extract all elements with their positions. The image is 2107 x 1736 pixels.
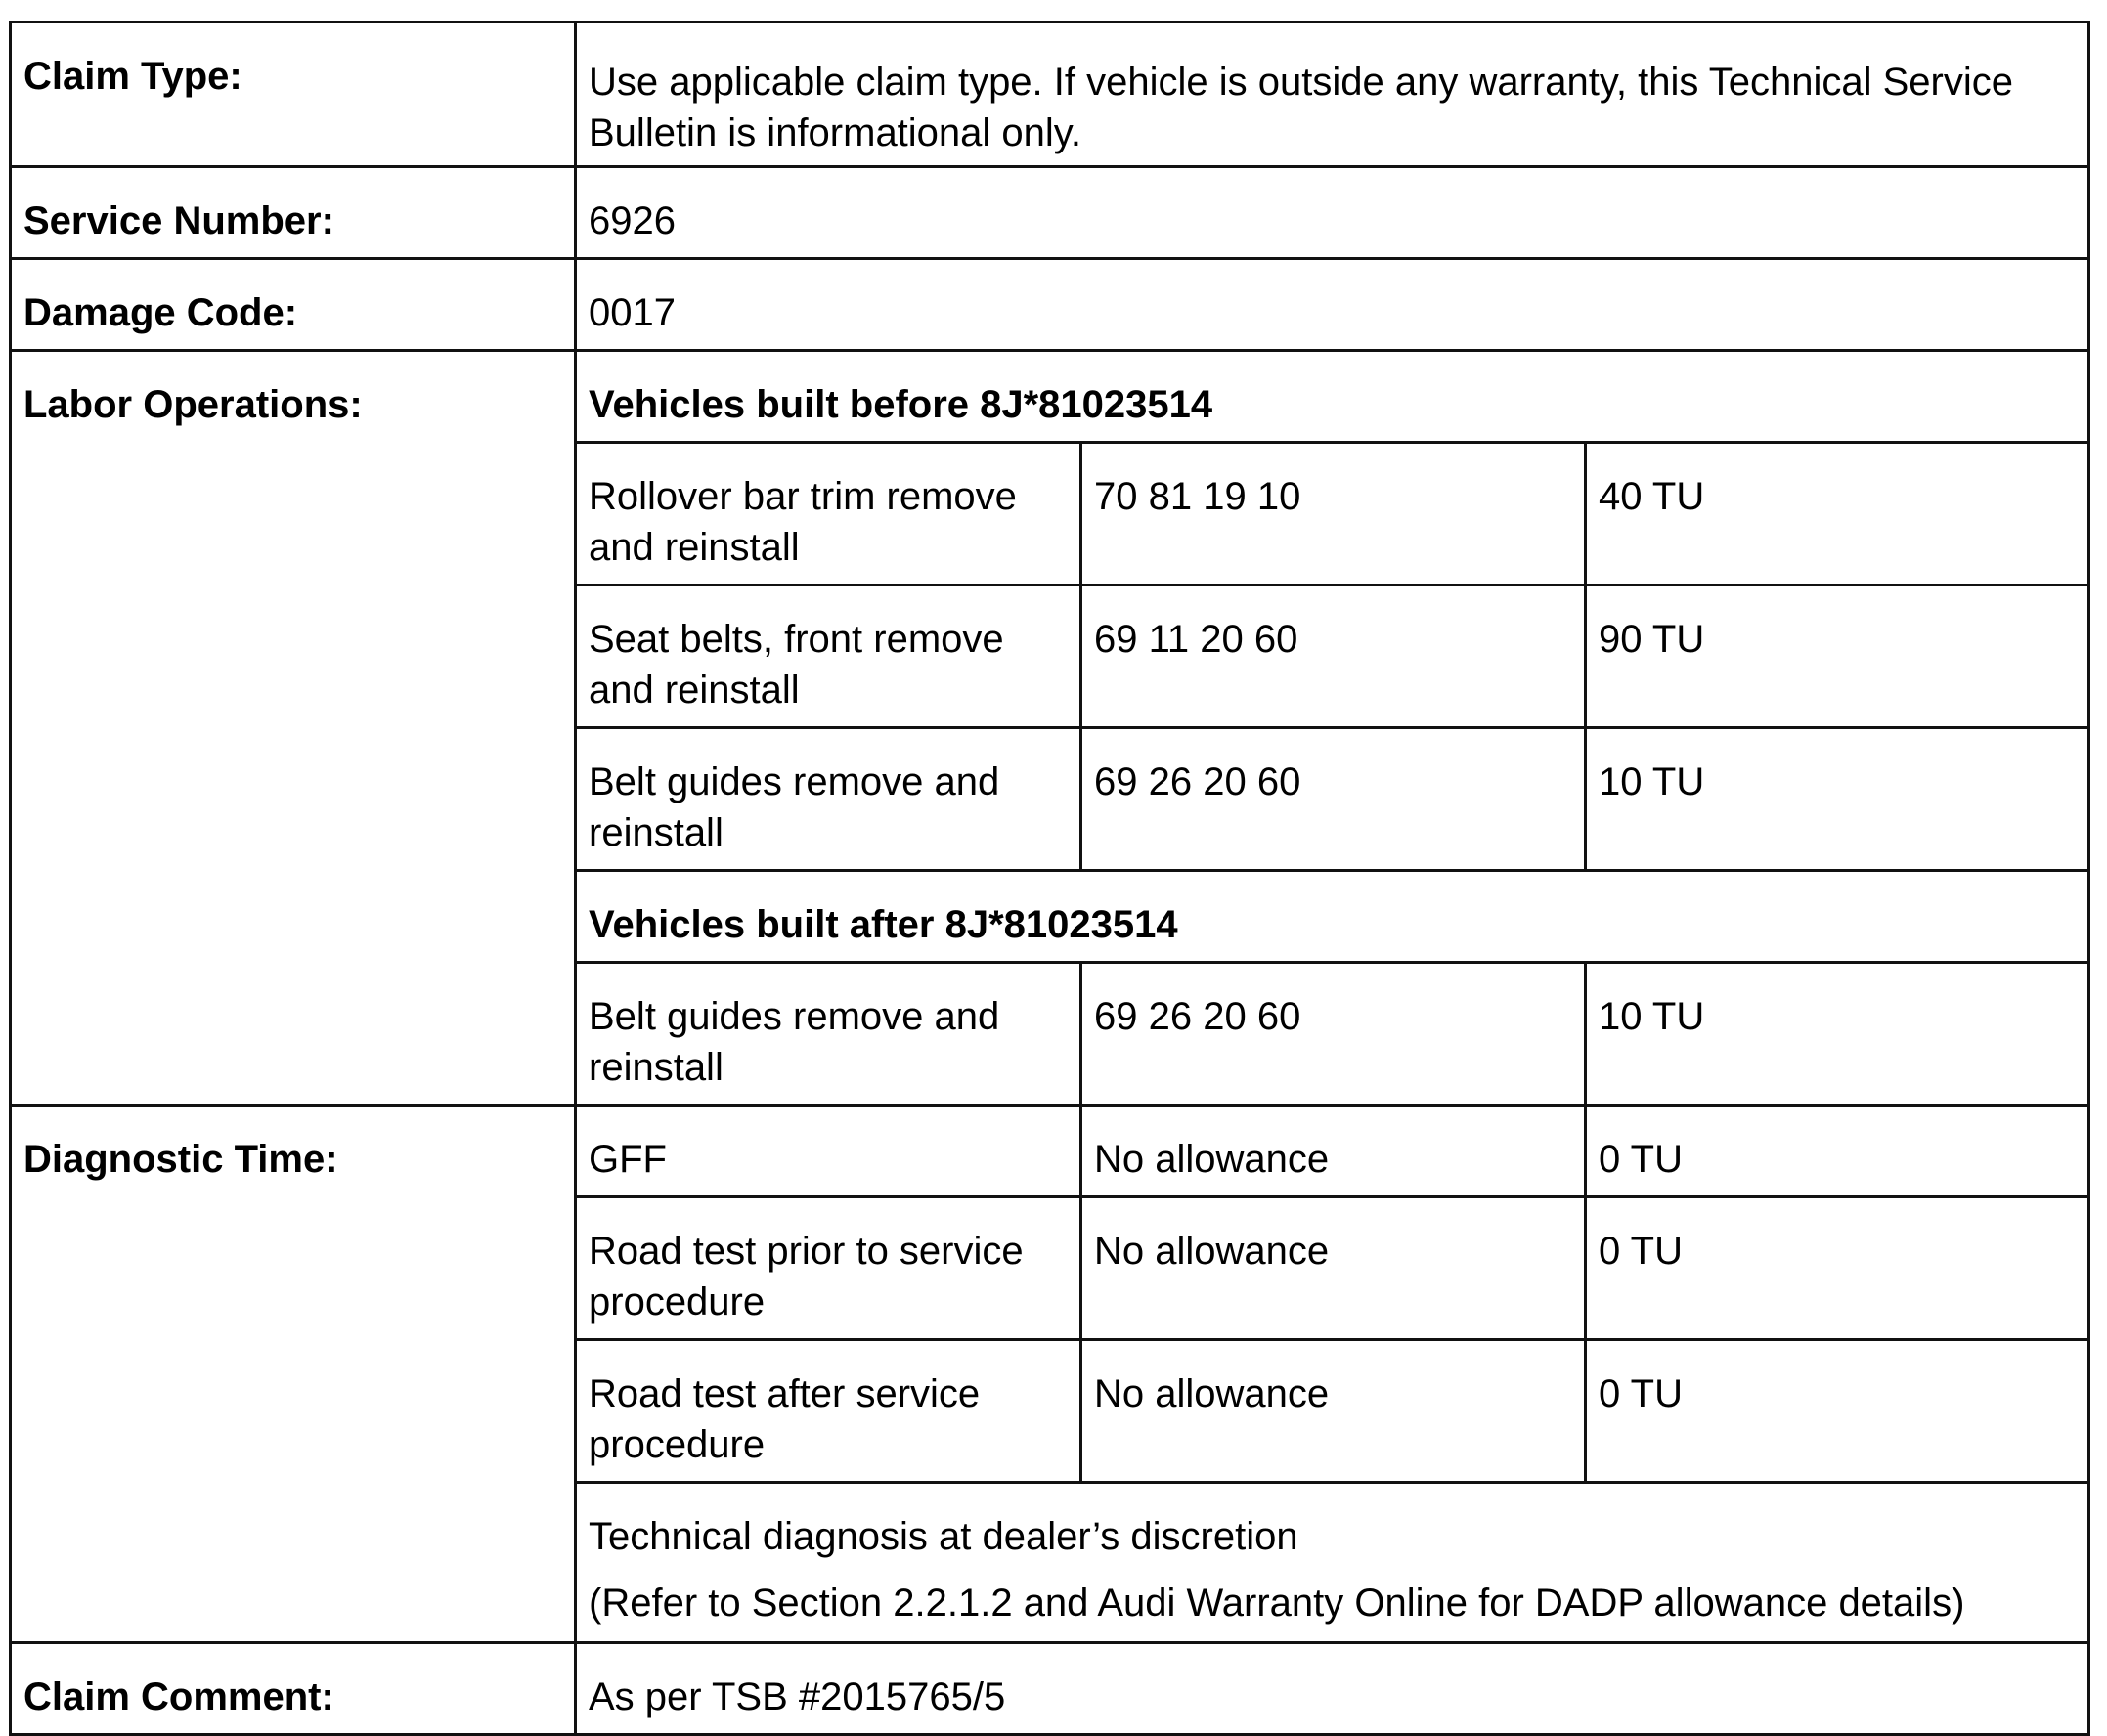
labor-time: 40 TU [1586,443,2089,586]
labor-code: 70 81 19 10 [1081,443,1586,586]
diagnostic-row [11,1106,2089,1197]
diagnostic-allowance: No allowance [1081,1340,1586,1483]
labor-description: Belt guides remove and reinstall [576,728,1081,871]
claim-type-label: Claim Type: [11,22,576,167]
service-number-value: 6926 [576,167,2089,259]
service-number-label: Service Number: [11,167,576,259]
claim-comment-value: As per TSB #2015765/5 [576,1643,2089,1735]
labor-time: 10 TU [1586,728,2089,871]
labor-time: 90 TU [1586,586,2089,728]
diagnostic-description: Road test after service procedure [576,1340,1081,1483]
labor-code: 69 26 20 60 [1081,963,1586,1106]
damage-code-label: Damage Code: [11,259,576,351]
diagnostic-description: GFF [576,1106,1081,1197]
service-number-row [11,167,2089,259]
diagnostic-time-label: Diagnostic Time: [11,1106,576,1643]
labor-description: Belt guides remove and reinstall [576,963,1081,1106]
damage-code-row [11,259,2089,351]
claim-type-row [11,22,2089,167]
claim-comment-label: Claim Comment: [11,1643,576,1735]
labor-group-heading-after: Vehicles built after 8J*81023514 [576,871,2089,963]
diagnostic-note-line1: Technical diagnosis at dealer’s discretion [589,1515,1298,1558]
labor-description: Rollover bar trim remove and reinstall [576,443,1081,586]
diagnostic-allowance: No allowance [1081,1106,1586,1197]
labor-operations-label: Labor Operations: [11,351,576,1106]
diagnostic-note-line2: (Refer to Section 2.2.1.2 and Audi Warranty Online for DADP allowance details) [589,1582,1965,1625]
labor-group-heading-row [11,351,2089,443]
labor-group-heading-before: Vehicles built before 8J*81023514 [576,351,2089,443]
claim-type-value: Use applicable claim type. If vehicle is outside any warranty, this Technical Service Bulletin is informational only. [576,22,2089,167]
diagnostic-description: Road test prior to service procedure [576,1197,1081,1340]
diagnostic-allowance: No allowance [1081,1197,1586,1340]
claim-comment-row [11,1643,2089,1735]
labor-code: 69 26 20 60 [1081,728,1586,871]
diagnostic-time: 0 TU [1586,1340,2089,1483]
damage-code-value: 0017 [576,259,2089,351]
diagnostic-note [576,1483,2089,1643]
warranty-claim-table [9,21,2090,1736]
diagnostic-time: 0 TU [1586,1197,2089,1340]
labor-time: 10 TU [1586,963,2089,1106]
labor-code: 69 11 20 60 [1081,586,1586,728]
diagnostic-time: 0 TU [1586,1106,2089,1197]
labor-description: Seat belts, front remove and reinstall [576,586,1081,728]
